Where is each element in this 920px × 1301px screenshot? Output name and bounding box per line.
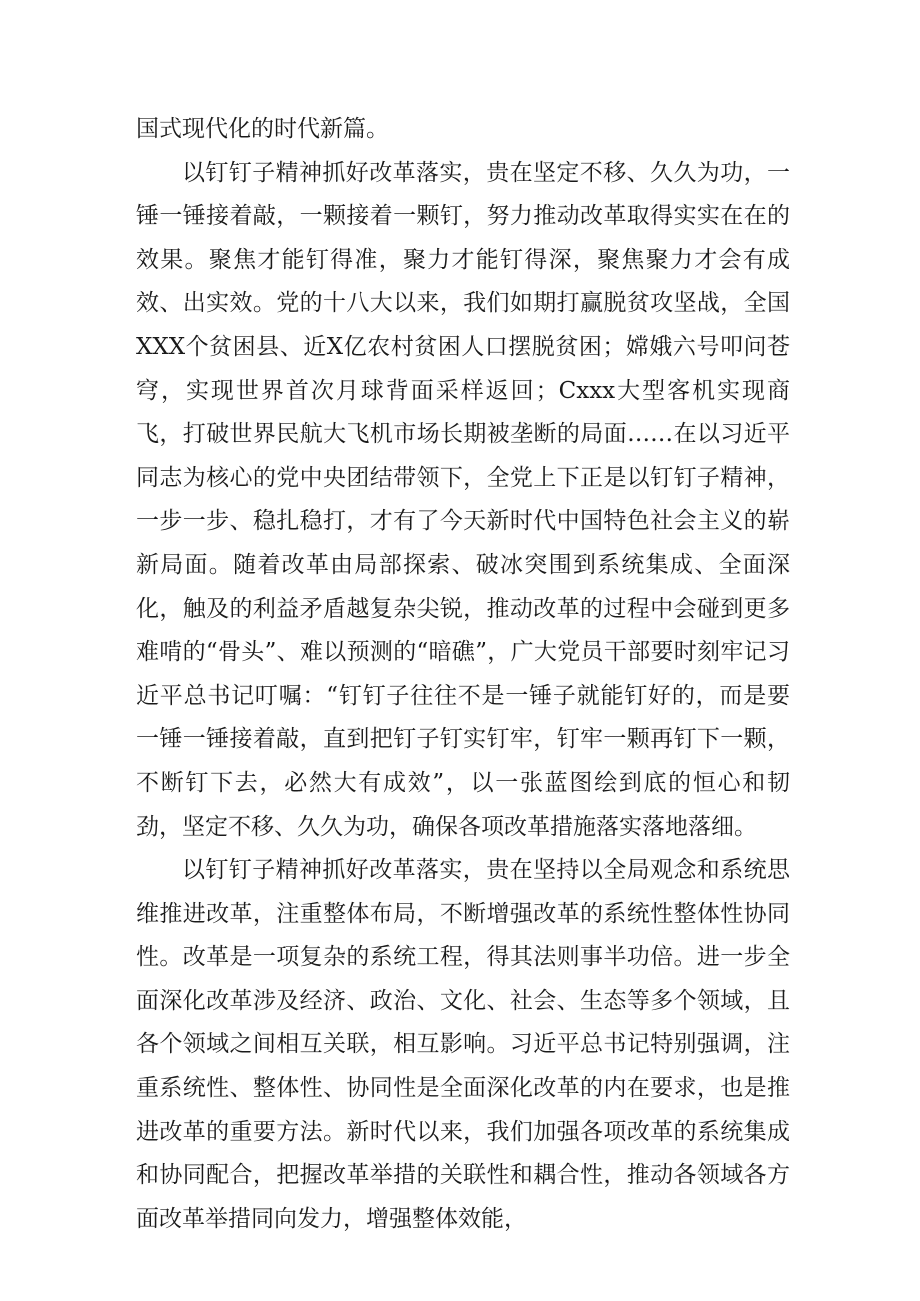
paragraph-continuation: 国式现代化的时代新篇。 — [136, 116, 389, 142]
document-body — [136, 108, 790, 1241]
paragraph-nail-spirit-systemic: 以钉钉子精神抓好改革落实，贵在坚持以全局观念和系统思维推进改革，注重整体布局，不断增强改革的系统性整体性协同性。改革是一项复杂的系统工程，得其法则事半功倍。进一步全面深化改革涉及经济、政治、文化、社会、生态等多个领域，且各个领域之间相互关联，相互影响。习近平总书记特别强调，注重系统性、整体性、协同性是全面深化改革的内在要求，也是推进改革的重要方法。新时代以来，我们加强各项改革的系统集成和协同配合，把握改革举措的关联性和耦合性，推动各领域各方面改革举措同向发力，增强整体效能， — [136, 857, 790, 1232]
paragraph-nail-spirit-persistence: 以钉钉子精神抓好改革落实，贵在坚定不移、久久为功，一锤一锤接着敲，一颗接着一颗钉，努力推动改革取得实实在在的效果。聚焦才能钉得准，聚力才能钉得深，聚焦聚力才会有成效、出实效。党的十八大以来，我们如期打赢脱贫攻坚战，全国XXX个贫困县、近X亿农村贫困人口摆脱贫困；嫦娥六号叩问苍穹，实现世界首次月球背面采样返回；Cxxx大型客机实现商飞，打破世界民航大飞机市场长期被垄断的局面……在以习近平同志为核心的党中央团结带领下，全党上下正是以钉钉子精神，一步一步、稳扎稳打，才有了今天新时代中国特色社会主义的崭新局面。随着改革由局部探索、破冰突围到系统集成、全面深化，触及的利益矛盾越复杂尖锐，推动改革的过程中会碰到更多难啃的“骨头”、难以预测的“暗礁”，广大党员干部要时刻牢记习近平总书记叮嘱：“钉钉子往往不是一锤子就能钉好的，而是要一锤一锤接着敲，直到把钉子钉实钉牢，钉牢一颗再钉下一颗，不断钉下去，必然大有成效”，以一张蓝图绘到底的恒心和韧劲，坚定不移、久久为功，确保各项改革措施落实落地落细。 — [136, 159, 790, 840]
